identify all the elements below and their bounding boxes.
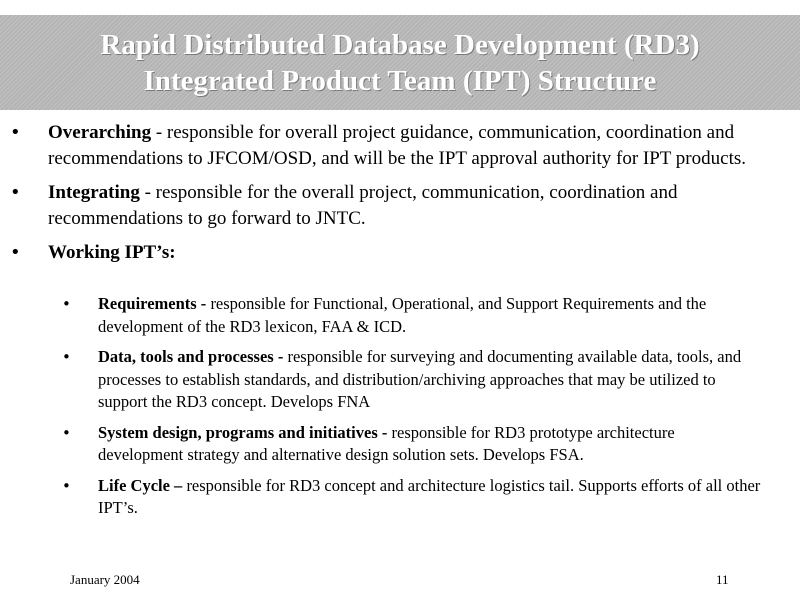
sub-bullet-text: responsible for Functional, Operational, and Support Requirements and the development of the RD3 lexicon, FAA & ICD. xyxy=(98,294,707,336)
bullet-dot-icon: • xyxy=(10,242,21,263)
sub-bullet-label: System design, programs and initiatives - xyxy=(98,422,392,442)
slide-title-line-1: Rapid Distributed Database Development (RD3) xyxy=(100,29,700,61)
sub-bullet-label: Data, tools and processes - xyxy=(98,347,288,366)
sub-bullet-dot-icon: • xyxy=(62,476,71,495)
bullet-integrating xyxy=(0,180,800,232)
bullet-dot-icon: • xyxy=(10,182,21,203)
sub-bullet-system-design xyxy=(0,422,800,467)
sub-bullet-text: responsible for RD3 concept and architecture logistics tail. Supports efforts of all other IPT’s. xyxy=(98,475,761,517)
bullet-dot-icon: • xyxy=(10,122,21,143)
bullet-label: Integrating xyxy=(48,182,140,203)
footer-date: January 2004 xyxy=(70,572,140,587)
slide-page-number: 11 xyxy=(716,572,729,587)
sub-bullet-data-tools-processes xyxy=(0,346,800,414)
sub-bullet-requirements xyxy=(0,293,800,338)
sub-bullet-text: responsible for surveying and documenting available data, tools, and processes to establish standards, and distribution/archiving approaches that may be utilized to support the RD3 concept. Develops FNA xyxy=(98,347,742,411)
slide-title-line-2: Integrated Product Team (IPT) Structure xyxy=(143,65,657,97)
bullet-label: Working IPT’s: xyxy=(48,242,176,263)
sub-bullet-dot-icon: • xyxy=(62,295,71,313)
bullet-working-ipts xyxy=(0,240,800,266)
sub-bullet-dot-icon: • xyxy=(62,348,71,366)
sub-bullet-text: responsible for RD3 prototype architecture development strategy and alternative design solution sets. Develops FSA. xyxy=(98,422,675,464)
sub-bullet-life-cycle xyxy=(0,475,800,520)
bullet-text: - responsible for the overall project, communication, coordination and recommendations to go forward to JNTC. xyxy=(48,182,678,229)
working-ipt-sub-list xyxy=(0,293,800,528)
sub-bullet-label: Requirements - xyxy=(98,294,211,313)
sub-bullet-label: Life Cycle – xyxy=(98,475,187,495)
bullet-text: - responsible for overall project guidance, communication, coordination and recommendations to JFCOM/OSD, and will be the IPT approval authority for IPT products. xyxy=(48,122,746,169)
sub-bullet-dot-icon: • xyxy=(62,423,71,442)
bullet-label: Overarching xyxy=(48,122,152,143)
bullet-overarching xyxy=(0,120,800,172)
main-bullet-list xyxy=(0,120,800,274)
